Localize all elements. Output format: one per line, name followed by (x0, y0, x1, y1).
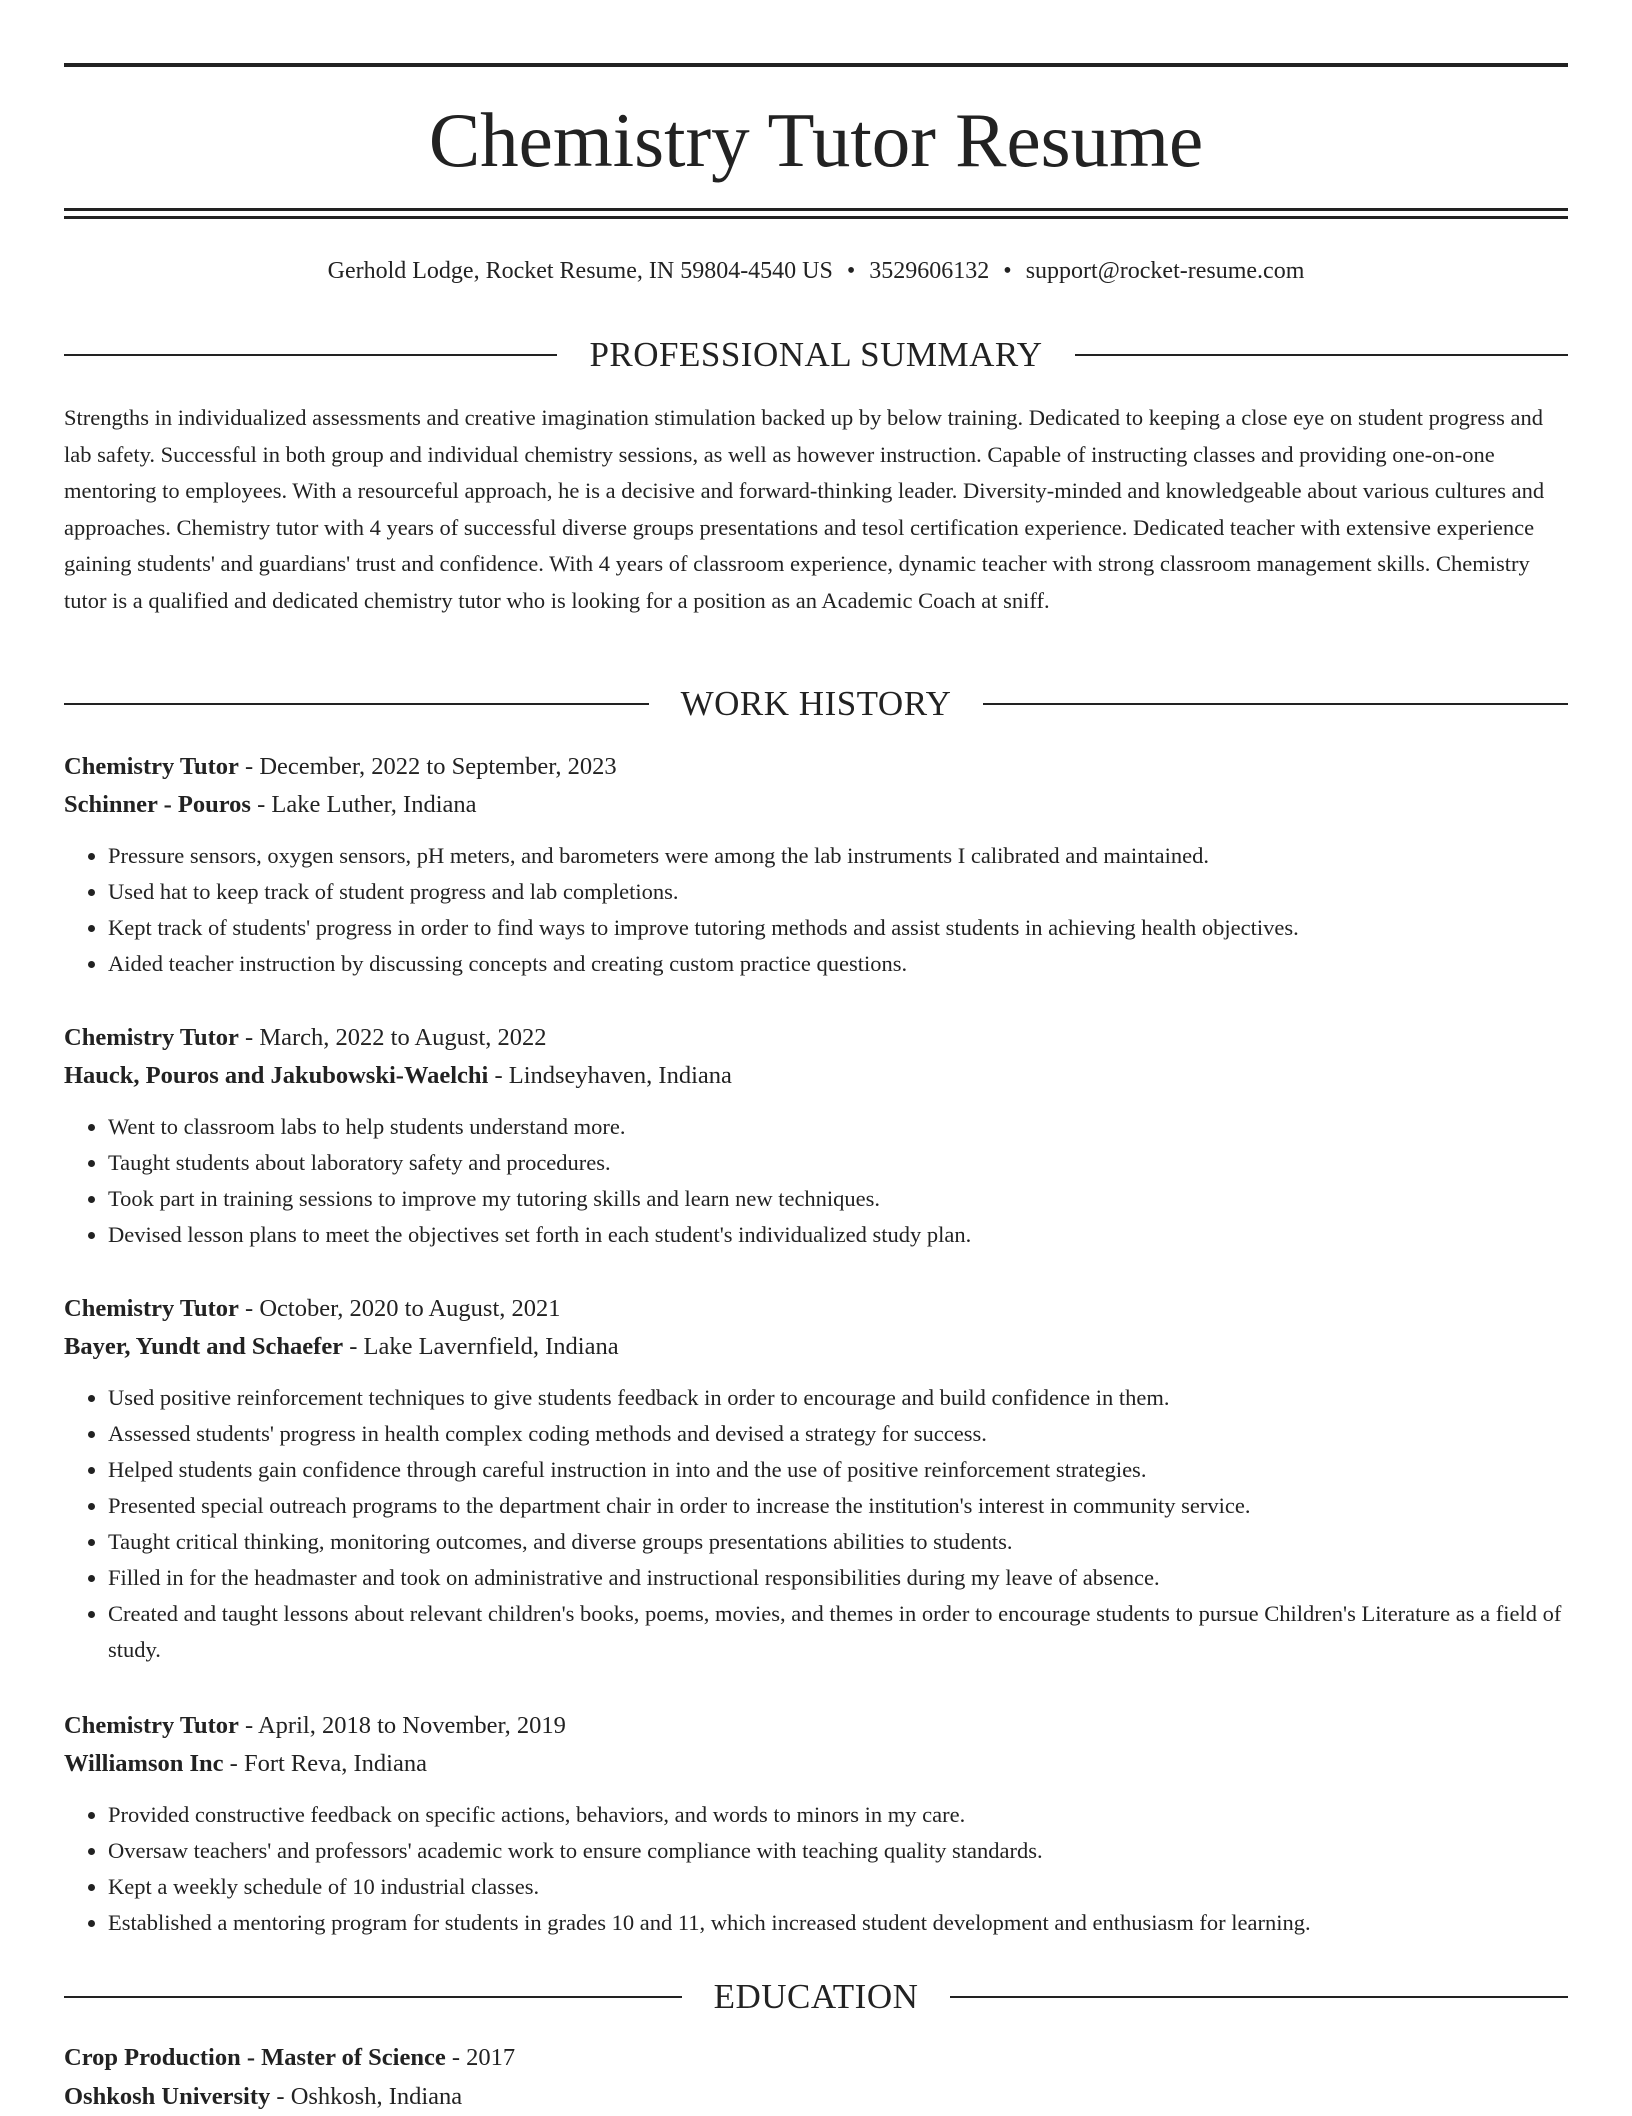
header-bottom-rule-second (64, 216, 1568, 219)
job-bullet: • Taught students about laboratory safety and procedures. (108, 1145, 1568, 1181)
job-bullet: • Oversaw teachers' and professors' academic work to ensure compliance with teaching quality standards. (108, 1833, 1568, 1869)
job-dash: - (238, 1712, 258, 1739)
job-title: Chemistry Tutor (64, 1295, 239, 1322)
job-entry (64, 1290, 1568, 1668)
job-bullet-list (64, 1797, 1568, 1941)
job-title-line (64, 1290, 1568, 1328)
job-bullet: • Created and taught lessons about relevant children's books, poems, movies, and themes in order to encourage students to pursue Children's Literature as a field of study. (108, 1596, 1568, 1668)
job-dates: April, 2018 to November, 2019 (257, 1712, 566, 1739)
job-dash: - (223, 1750, 244, 1777)
job-bullet: • Presented special outreach programs to the department chair in order to increase the institution's interest in community service. (108, 1488, 1568, 1524)
education-school: Oshkosh University (64, 2083, 271, 2110)
job-title-line (64, 748, 1568, 786)
job-company-line (64, 1745, 1568, 1783)
job-company: Williamson Inc (64, 1750, 224, 1777)
job-bullet-list (64, 1109, 1568, 1253)
job-bullet: • Helped students gain confidence through careful instruction in into and the use of positive reinforcement strategies. (108, 1452, 1568, 1488)
education-degree-line (64, 2038, 1568, 2077)
job-company-line (64, 1328, 1568, 1366)
contact-address: Gerhold Lodge, Rocket Resume, IN 59804-4540 US (327, 258, 833, 284)
job-dash: - (343, 1333, 364, 1360)
job-company: Hauck, Pouros and Jakubowski-Waelchi (64, 1062, 489, 1089)
job-location: Lake Luther, Indiana (271, 791, 477, 818)
job-dash: - (488, 1062, 509, 1089)
job-title: Chemistry Tutor (64, 1024, 239, 1051)
job-location: Fort Reva, Indiana (243, 1750, 427, 1777)
job-bullet: • Filled in for the headmaster and took on administrative and instructional responsibilities during my leave of absence. (108, 1560, 1568, 1596)
contact-email: support@rocket-resume.com (1025, 258, 1305, 284)
job-dates: October, 2020 to August, 2021 (259, 1295, 561, 1322)
job-company: Schinner - Pouros (64, 791, 251, 818)
job-title: Chemistry Tutor (64, 753, 239, 780)
job-bullet: • Assessed students' progress in health complex coding methods and devised a strategy for success. (108, 1416, 1568, 1452)
job-bullet: • Established a mentoring program for students in grades 10 and 11, which increased student development and enthusiasm for learning. (108, 1905, 1568, 1941)
section-heading-summary (64, 333, 1568, 377)
heading-rule-left (64, 703, 649, 705)
education-dash: - (270, 2083, 291, 2110)
job-bullet: • Aided teacher instruction by discussing concepts and creating custom practice questions. (108, 946, 1568, 982)
job-bullet: • Used hat to keep track of student progress and lab completions. (108, 874, 1568, 910)
job-bullet: • Kept a weekly schedule of 10 industrial classes. (108, 1869, 1568, 1905)
job-company: Bayer, Yundt and Schaefer (64, 1333, 344, 1360)
job-dash: - (238, 1024, 260, 1051)
job-title-line (64, 1019, 1568, 1057)
job-dates: March, 2022 to August, 2022 (259, 1024, 547, 1051)
heading-rule-right (1075, 354, 1568, 356)
job-entry (64, 1019, 1568, 1253)
job-bullet: • Pressure sensors, oxygen sensors, pH meters, and barometers were among the lab instruments I calibrated and maintained. (108, 838, 1568, 874)
contact-separator: • (846, 258, 856, 284)
education-school-line (64, 2077, 1568, 2116)
section-heading-label: WORK HISTORY (680, 684, 952, 723)
job-dates: December, 2022 to September, 2023 (259, 753, 617, 780)
job-bullet: • Kept track of students' progress in order to find ways to improve tutoring methods and assist students in achieving health objectives. (108, 910, 1568, 946)
job-bullet: • Provided constructive feedback on specific actions, behaviors, and words to minors in my care. (108, 1797, 1568, 1833)
job-title-line (64, 1707, 1568, 1745)
education-entry (64, 2038, 1568, 2116)
job-entry (64, 1707, 1568, 1941)
page-title: Chemistry Tutor Resume (428, 97, 1204, 183)
heading-rule-left (64, 1996, 682, 1998)
header-bottom-rule (64, 208, 1568, 211)
job-company-line (64, 1057, 1568, 1095)
job-dash: - (238, 753, 260, 780)
job-location: Lindseyhaven, Indiana (508, 1062, 732, 1089)
job-entry (64, 748, 1568, 982)
contact-phone: 3529606132 (869, 258, 990, 284)
contact-line (64, 254, 1568, 288)
contact-separator: • (1003, 258, 1012, 284)
job-title: Chemistry Tutor (64, 1712, 239, 1739)
job-bullet-list (64, 1380, 1568, 1668)
job-bullet: • Taught critical thinking, monitoring outcomes, and diverse groups presentations abilities to students. (108, 1524, 1568, 1560)
job-bullet-list (64, 838, 1568, 982)
job-company-line (64, 786, 1568, 824)
section-heading-education (64, 1975, 1568, 2019)
heading-rule-right (950, 1996, 1568, 1998)
education-degree: Crop Production - Master of Science (64, 2044, 446, 2071)
job-bullet: • Took part in training sessions to improve my tutoring skills and learn new techniques. (108, 1181, 1568, 1217)
education-year: 2017 (466, 2044, 516, 2071)
education-location: Oshkosh, Indiana (290, 2083, 463, 2110)
job-dash: - (250, 791, 272, 818)
heading-rule-right (983, 703, 1568, 705)
job-bullet: • Went to classroom labs to help students understand more. (108, 1109, 1568, 1145)
header-top-rule (64, 63, 1568, 67)
heading-rule-left (64, 354, 557, 356)
section-heading-work-history (64, 682, 1568, 726)
education-dash: - (445, 2044, 467, 2071)
job-bullet: • Devised lesson plans to meet the objectives set forth in each student's individualized study plan. (108, 1217, 1568, 1253)
job-location: Lake Lavernfield, Indiana (363, 1333, 619, 1360)
section-heading-label: PROFESSIONAL SUMMARY (589, 335, 1043, 374)
job-bullet: • Used positive reinforcement techniques to give students feedback in order to encourage and build confidence in them. (108, 1380, 1568, 1416)
job-dash: - (238, 1295, 260, 1322)
section-heading-label: EDUCATION (713, 1977, 919, 2016)
summary-text: Strengths in individualized assessments and creative imagination stimulation backed up by below training. Dedicated to keeping a close eye on student progress and lab safety. Successful in both group and individual chemistry sessions, as well as however instruction. Capable of instructing classes and providing one-on-one mentoring to employees. With a resourceful approach, he is a decisive and forward-thinking leader. Diversity-minded and knowledgeable about various cultures and approaches. Chemistry tutor with 4 years of successful diverse groups presentations and tesol certification experience. Dedicated teacher with extensive experience gaining students' and guardians' trust and confidence. With 4 years of classroom experience, dynamic teacher with strong classroom management skills. Chemistry tutor is a qualified and dedicated chemistry tutor who is looking for a position as an Academic Coach at sniff. (64, 405, 1545, 613)
